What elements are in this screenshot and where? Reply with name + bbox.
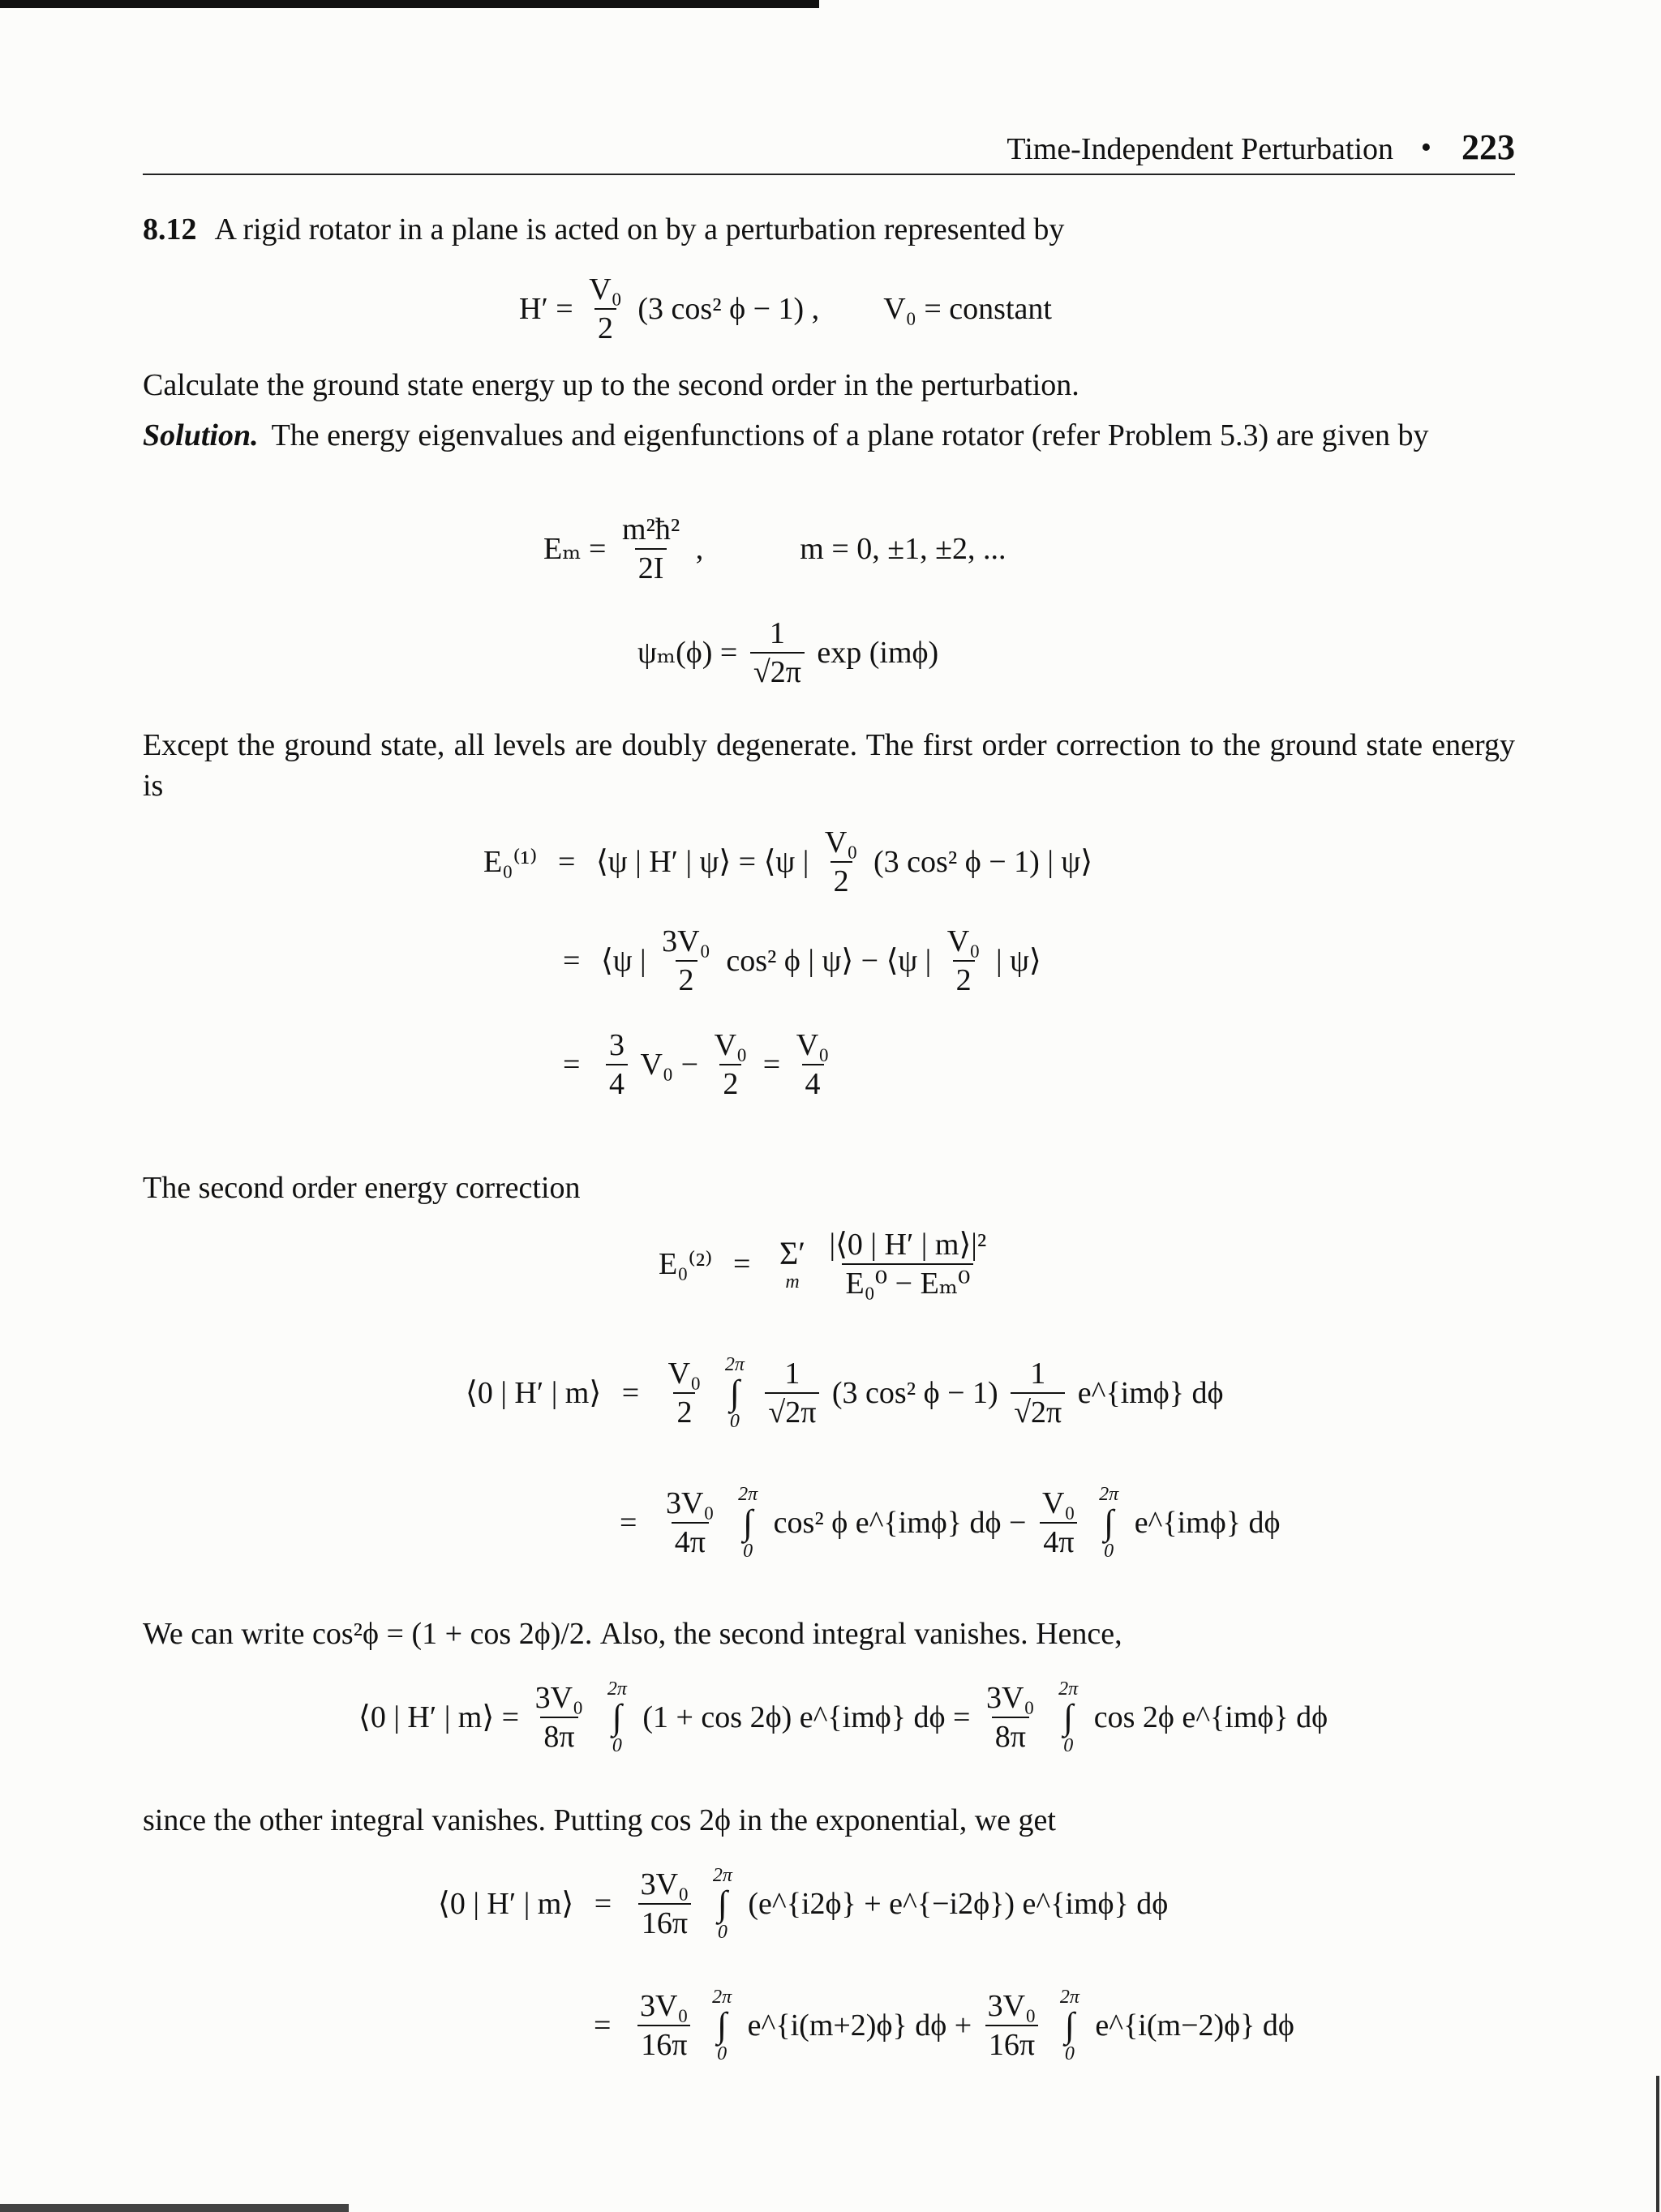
problem-text: A rigid rotator in a plane is acted on by a perturbation represented by bbox=[214, 212, 1065, 246]
eq8-lhs: ⟨0 | H′ | m⟩ = bbox=[358, 1700, 520, 1734]
eq3-fraction: $\frac{1}{√2\pi}$ bbox=[750, 616, 805, 689]
integral-sign: 2π ∫ 0 bbox=[607, 1678, 627, 1756]
integral-sign: 2π ∫ 0 bbox=[1058, 1678, 1079, 1756]
running-head: Time-Independent Perturbation bbox=[1006, 132, 1393, 166]
equation-matrix-element: ⟨0 | H′ | m⟩ = $\frac{\text{V₀}}{2}$ 2π ∫ 0 $\frac{1}{√2\pi}$ (3 cos² ϕ − 1) $\frac{1}{√2\pi}$ e^{imϕ} dϕ bbox=[466, 1354, 1224, 1432]
second-order-paragraph: The second order energy correction bbox=[143, 1171, 581, 1205]
equation-split-integrals: = $\frac{\text{3V₀}}{16\pi}$ 2π ∫ 0 e^{i(m+2)ϕ} dϕ + $\frac{\text{3V₀}}{16\pi}$ 2π ∫ 0 e^{i(m−2)ϕ} dϕ bbox=[594, 1987, 1294, 2064]
bullet-separator: • bbox=[1420, 131, 1431, 165]
equation-first-order-line3: = $\frac{3}{4}$ V₀ − $\frac{\text{V₀}}{2}$ = $\frac{\text{V₀}}{4}$ bbox=[563, 1028, 830, 1101]
equation-exponential-form: ⟨0 | H′ | m⟩ = $\frac{\text{3V₀}}{16\pi}$ 2π ∫ 0 (e^{i2ϕ} + e^{−i2ϕ}) e^{imϕ} dϕ bbox=[438, 1865, 1169, 1943]
problem-number: 8.12 bbox=[143, 212, 197, 246]
equation-first-order-line1: E₀⁽¹⁾ = ⟨ψ | H′ | ψ⟩ = ⟨ψ | $\frac{\text{V₀}}{2}$ (3 cos² ϕ − 1) | ψ⟩ bbox=[483, 825, 1093, 898]
eq2-condition: m = 0, ±1, ±2, ... bbox=[800, 532, 1006, 566]
degenerate-paragraph: Except the ground state, all levels are doubly degenerate. The first order correction to the ground state energy is bbox=[143, 728, 1515, 803]
eq3-body: exp (imϕ) bbox=[817, 636, 939, 670]
exponential-paragraph: since the other integral vanishes. Putting cos 2ϕ in the exponential, we get bbox=[143, 1803, 1056, 1837]
eq5-lhs: E₀⁽²⁾ bbox=[659, 1247, 713, 1281]
integral-sign: 2π ∫ 0 bbox=[1099, 1484, 1119, 1562]
page-number: 223 bbox=[1461, 127, 1515, 167]
eq1-lhs: H′ = bbox=[519, 292, 573, 326]
identity-paragraph: We can write cos²ϕ = (1 + cos 2ϕ)/2. Also, the second integral vanishes. Hence, bbox=[143, 1617, 1122, 1651]
equation-half-angle: ⟨0 | H′ | m⟩ = $\frac{\text{3V₀}}{8\pi}$ 2π ∫ 0 (1 + cos 2ϕ) e^{imϕ} dϕ = $\frac{\text{3V₀}}{8\pi}$ 2π ∫ 0 cos 2ϕ e^{imϕ} dϕ bbox=[358, 1678, 1328, 1756]
page-header bbox=[143, 123, 1515, 170]
eq9-lhs: ⟨0 | H′ | m⟩ bbox=[438, 1887, 574, 1921]
solution-label: Solution. bbox=[143, 418, 259, 452]
eq2-fraction: $\frac{\text{m²ħ²}}{2I}$ bbox=[621, 512, 680, 585]
eq1-body: (3 cos² ϕ − 1) , bbox=[637, 292, 820, 326]
equation-first-order-line2: = ⟨ψ | $\frac{\text{3V₀}}{2}$ cos² ϕ | ψ⟩ − ⟨ψ | $\frac{\text{V₀}}{2}$ | ψ⟩ bbox=[563, 924, 1041, 997]
integral-sign: 2π ∫ 0 bbox=[738, 1484, 758, 1562]
eq3-lhs: ψₘ(ϕ) = bbox=[637, 636, 738, 670]
integral-sign: 2π ∫ 0 bbox=[712, 1987, 732, 2064]
problem-statement bbox=[143, 209, 1515, 250]
eq2-lhs: Eₘ = bbox=[543, 532, 607, 566]
eq4-lhs: E₀⁽¹⁾ bbox=[483, 845, 538, 879]
scan-edge-right bbox=[1656, 2076, 1659, 2212]
task-sentence: Calculate the ground state energy up to the second order in the perturbation. bbox=[143, 368, 1079, 402]
equation-second-order: E₀⁽²⁾ = Σ′ m $\frac{\text{|⟨0 | H′ | m⟩|²}}{\text{E₀⁰ − Eₘ⁰}}$ bbox=[659, 1228, 987, 1301]
scan-edge-bottom bbox=[0, 2204, 349, 2212]
solution-paragraph bbox=[143, 415, 1515, 456]
scan-edge-top bbox=[0, 0, 819, 8]
sum-symbol: Σ′ m bbox=[779, 1235, 805, 1292]
eq1-condition: V₀ = constant bbox=[883, 292, 1052, 326]
solution-text: The energy eigenvalues and eigenfunctions of a plane rotator (refer Problem 5.3) are given by bbox=[271, 418, 1429, 452]
integral-sign: 2π ∫ 0 bbox=[712, 1865, 732, 1943]
header-rule bbox=[143, 174, 1515, 175]
equation-perturbation bbox=[519, 272, 1052, 345]
eq6-lhs: ⟨0 | H′ | m⟩ bbox=[466, 1376, 602, 1410]
eq2-comma: , bbox=[695, 532, 704, 566]
integral-sign: 2π ∫ 0 bbox=[724, 1354, 745, 1432]
integral-sign: 2π ∫ 0 bbox=[1059, 1987, 1079, 2064]
equation-energy bbox=[543, 512, 1006, 585]
equation-eigenfunction bbox=[637, 616, 938, 689]
eq1-fraction: $\frac{\text{V₀}}{2}$ bbox=[589, 272, 622, 345]
equation-matrix-element-expanded: = $\frac{\text{3V₀}}{4\pi}$ 2π ∫ 0 cos² ϕ e^{imϕ} dϕ − $\frac{\text{V₀}}{4\pi}$ 2π ∫ 0 e^{imϕ} dϕ bbox=[620, 1484, 1281, 1562]
